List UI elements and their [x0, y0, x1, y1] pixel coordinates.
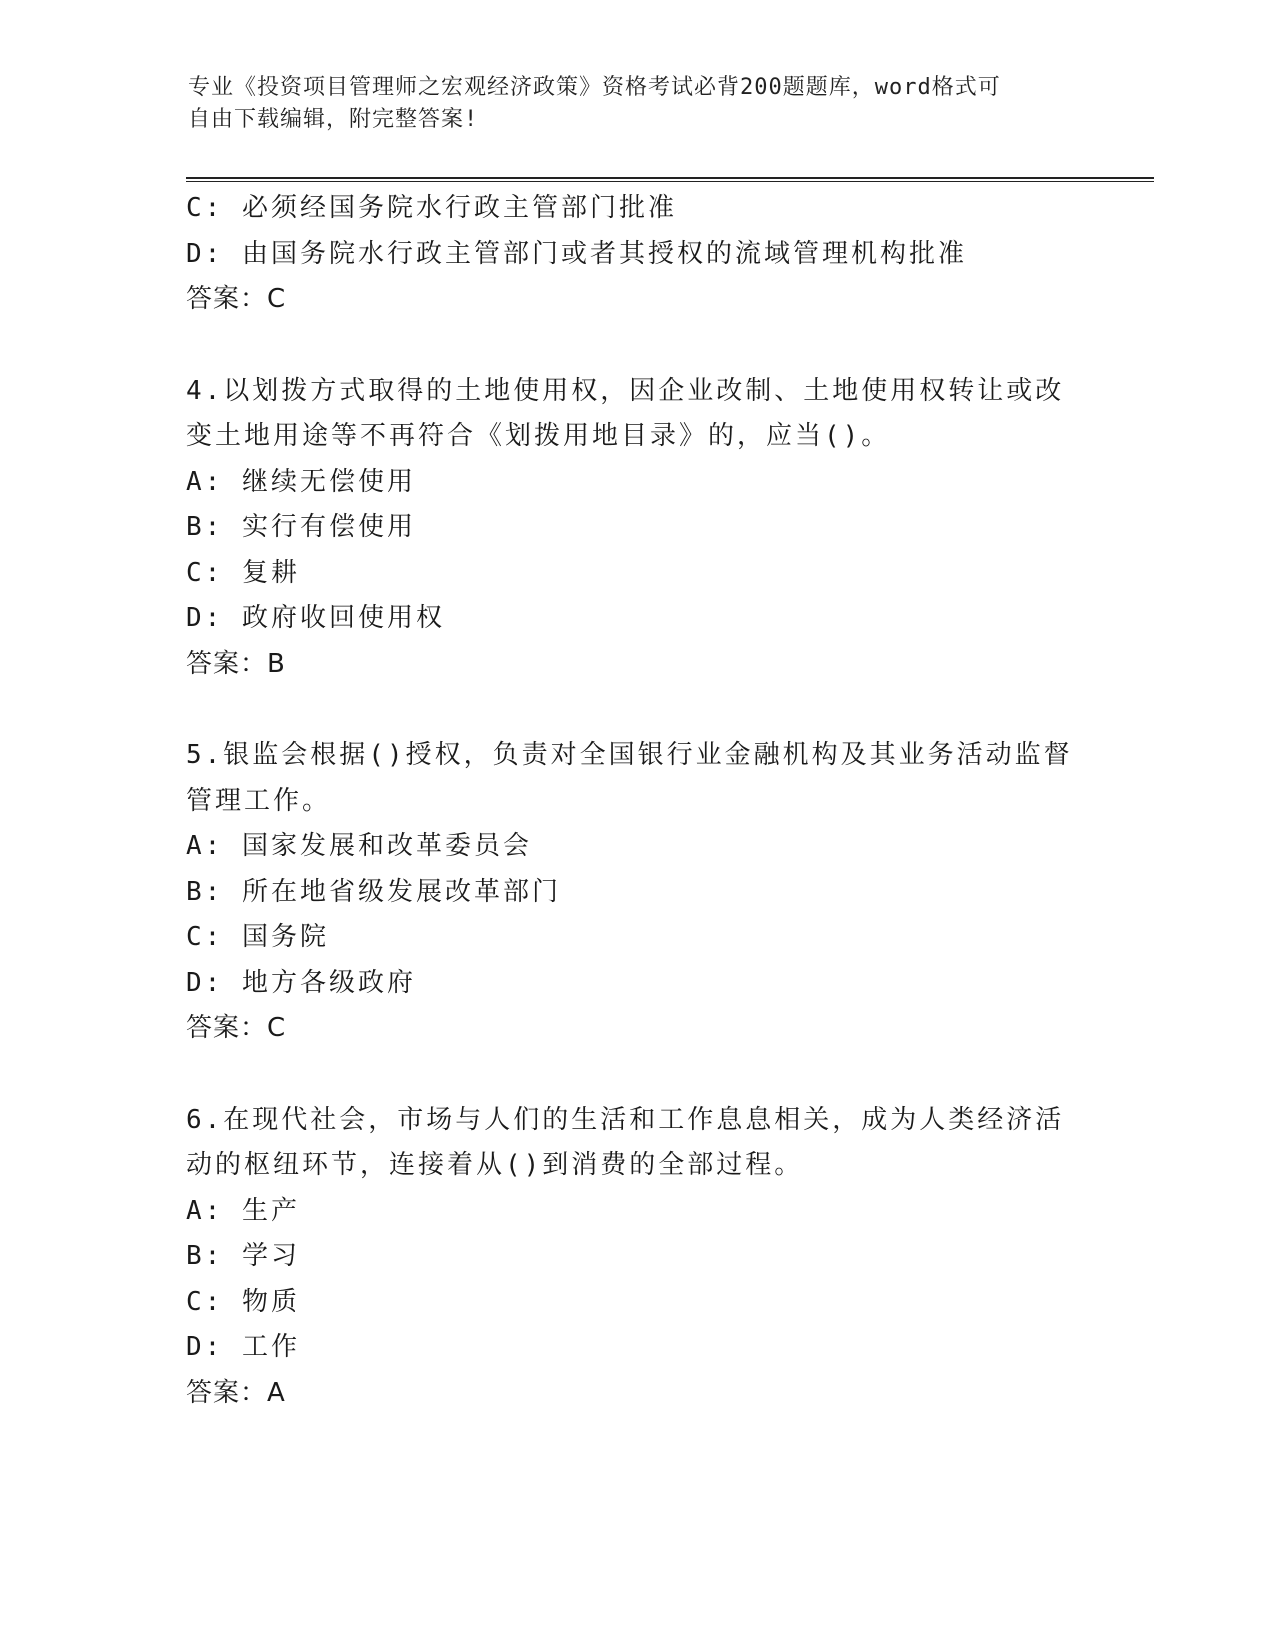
- header-line-1: 专业《投资项目管理师之宏观经济政策》资格考试必背200题题库，word格式可: [188, 75, 1001, 100]
- question-stem: 4.以划拨方式取得的土地使用权，因企业改制、土地使用权转让或改变土地用途等不再符合《划拨用地目录》的，应当()。: [186, 375, 1065, 451]
- option-c: C: 物质: [186, 1286, 300, 1317]
- question-stem: 6.在现代社会，市场与人们的生活和工作息息相关，成为人类经济活动的枢纽环节，连接着从()到消费的全部过程。: [186, 1104, 1065, 1180]
- option-d: D: 地方各级政府: [186, 967, 416, 998]
- q3-option-c: C: 必须经国务院水行政主管部门批准: [186, 193, 677, 223]
- question-5: [186, 733, 1086, 1052]
- option-b: B: 实行有偿使用: [186, 512, 416, 542]
- answer-line: 答案：C: [186, 1013, 287, 1043]
- option-d: D: 政府收回使用权: [186, 603, 445, 633]
- option-a: A: 继续无偿使用: [186, 466, 416, 497]
- q3-answer: 答案：C: [186, 284, 287, 314]
- option-c: C: 复耕: [186, 557, 300, 588]
- question-6: [186, 1098, 1086, 1417]
- spacer: [186, 1052, 1086, 1098]
- option-c: C: 国务院: [186, 922, 329, 952]
- question-stem: 5.银监会根据()授权，负责对全国银行业金融机构及其业务活动监督管理工作。: [186, 740, 1073, 816]
- option-b: B: 所在地省级发展改革部门: [186, 876, 561, 907]
- header-line-2: 自由下载编辑，附完整答案!: [188, 107, 479, 132]
- spacer: [186, 323, 1086, 369]
- page-header: [188, 72, 1068, 136]
- option-a: A: 生产: [186, 1195, 300, 1226]
- answer-line: 答案：B: [186, 648, 286, 679]
- header-divider: [186, 177, 1154, 179]
- spacer: [186, 687, 1086, 733]
- answer-line: 答案：A: [186, 1377, 286, 1408]
- q3-option-d: D: 由国务院水行政主管部门或者其授权的流域管理机构批准: [186, 238, 967, 269]
- question-4: [186, 369, 1086, 688]
- header-divider-thin: [186, 181, 1154, 182]
- option-b: B: 学习: [186, 1241, 300, 1271]
- option-d: D: 工作: [186, 1332, 300, 1362]
- option-a: A: 国家发展和改革委员会: [186, 831, 532, 861]
- question-content: [186, 186, 1086, 1416]
